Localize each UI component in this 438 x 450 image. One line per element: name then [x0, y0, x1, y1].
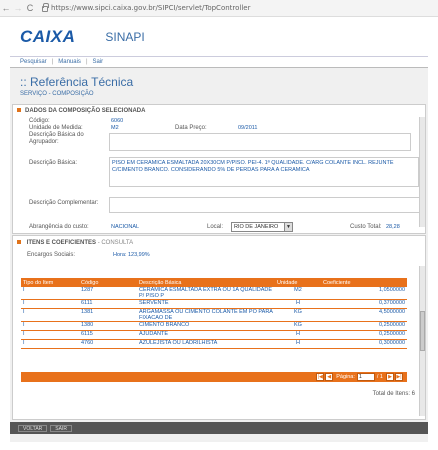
- encargos-label: Encargos Sociais:: [27, 252, 76, 258]
- first-page-icon[interactable]: |◀: [317, 374, 323, 380]
- items-section-title: [17, 240, 133, 246]
- agrupador-label: Descrição Básica do Agrupador:: [29, 132, 84, 145]
- cell-descricao[interactable]: CIMENTO BRANCO: [137, 322, 275, 331]
- items-title-text: ITENS E COEFICIENTES: [26, 240, 97, 246]
- page-title: :: Referência Técnica: [20, 75, 134, 89]
- footer-bar: [10, 422, 428, 434]
- total-items: Total de Itens: 6: [372, 391, 415, 397]
- items-scrollbar[interactable]: [419, 266, 425, 416]
- cell-descricao[interactable]: ARGAMASSA OU CIMENTO COLANTE EM PO PARA FIXACAO DE: [137, 309, 275, 322]
- cell-coeficiente: 0,2500000: [321, 322, 407, 331]
- agrupador-field: [109, 133, 411, 151]
- cell-codigo[interactable]: 4760: [79, 340, 137, 349]
- cell-codigo[interactable]: 1381: [79, 309, 137, 322]
- descricao-field: [109, 157, 425, 187]
- abrangencia-value: NACIONAL: [111, 224, 140, 230]
- table-row: [21, 331, 407, 340]
- unidade-value: M2: [111, 125, 119, 131]
- cell-coeficiente: 1,0500000: [321, 287, 407, 300]
- lock-icon: [42, 6, 48, 12]
- table-row: [21, 309, 407, 322]
- cell-coeficiente: 0,2500000: [321, 331, 407, 340]
- col-codigo[interactable]: Código: [79, 278, 137, 287]
- cell-codigo[interactable]: 1380: [79, 322, 137, 331]
- menu-sair[interactable]: Sair: [92, 59, 104, 65]
- codigo-label: Código:: [29, 118, 50, 124]
- descricao-value: PISO EM CERAMICA ESMALTADA 20X30CM P/PISO. PEI-4. 1ª QUALIDADE. C/ARG COLANTE INCL. REJUNTE C/CIMENTO BRANCO. CONSIDERANDO 5% DE PERDAS PARA A CERAMICA: [112, 160, 394, 173]
- app: [10, 17, 428, 442]
- cell-coeficiente: 0,3700000: [321, 300, 407, 309]
- items-title-suffix: - CONSULTA: [97, 240, 134, 246]
- pager-label: Página:: [336, 374, 355, 380]
- menu-manuais[interactable]: Manuais: [58, 59, 81, 65]
- system-name: SINAPI: [105, 29, 145, 44]
- cell-tipo: I: [21, 287, 79, 300]
- composition-section-title: DADOS DA COMPOSIÇÃO SELECIONADA: [17, 108, 145, 114]
- descricao-label: Descrição Básica:: [29, 160, 78, 166]
- cell-codigo[interactable]: 6115: [79, 331, 137, 340]
- url-text: https://www.sipci.caixa.gov.br/SIPCI/servlet/TopController: [51, 4, 251, 12]
- cell-descricao[interactable]: CERAMICA ESMALTADA EXTRA OU 1A QUALIDADE P/ PISO P: [137, 287, 275, 300]
- cell-tipo: I: [21, 322, 79, 331]
- codigo-value: 6060: [111, 118, 124, 124]
- abrangencia-label: Abrangência do custo:: [29, 224, 89, 230]
- items-table: [21, 278, 407, 349]
- header: [10, 17, 428, 57]
- cell-unidade: M2: [275, 287, 321, 300]
- voltar-button[interactable]: VOLTAR: [18, 425, 47, 432]
- cell-unidade: KG: [275, 309, 321, 322]
- address-bar[interactable]: [42, 2, 251, 15]
- complementar-field: [109, 197, 425, 213]
- table-row: [21, 300, 407, 309]
- table-row: [21, 322, 407, 331]
- pager-total: / 1: [376, 374, 383, 380]
- custo-label: Custo Total:: [350, 224, 382, 230]
- cell-coeficiente: 0,3000000: [321, 340, 407, 349]
- col-coeficiente[interactable]: Coeficiente: [321, 278, 407, 287]
- custo-value: 28,28: [386, 224, 400, 230]
- cell-unidade: H: [275, 340, 321, 349]
- cell-codigo[interactable]: 1287: [79, 287, 137, 300]
- data-value: 09/2011: [238, 125, 258, 131]
- cell-tipo: I: [21, 300, 79, 309]
- browser-bar: [0, 0, 438, 17]
- last-page-icon[interactable]: ▶|: [396, 374, 402, 380]
- reload-button[interactable]: C: [26, 2, 34, 13]
- cell-coeficiente: 4,5000000: [321, 309, 407, 322]
- local-label: Local:: [207, 224, 224, 230]
- cell-tipo: I: [21, 340, 79, 349]
- menu-pesquisar[interactable]: Pesquisar: [20, 59, 47, 65]
- complementar-label: Descrição Complementar:: [29, 200, 99, 206]
- local-select[interactable]: [231, 222, 293, 232]
- prev-page-icon[interactable]: ◀: [325, 373, 333, 381]
- data-label: Data Preço:: [175, 125, 207, 131]
- cell-unidade: H: [275, 300, 321, 309]
- chevron-down-icon[interactable]: ▼: [284, 223, 292, 231]
- forward-button[interactable]: →: [13, 2, 23, 13]
- cell-descricao[interactable]: AZULEJISTA OU LADRILHISTA: [137, 340, 275, 349]
- cell-codigo[interactable]: 6111: [79, 300, 137, 309]
- next-page-icon[interactable]: ▶: [386, 373, 394, 381]
- cell-descricao[interactable]: SERVENTE: [137, 300, 275, 309]
- col-tipo[interactable]: Tipo do Item: [21, 278, 79, 287]
- back-button[interactable]: ←: [1, 2, 11, 13]
- local-value: RIO DE JANEIRO: [234, 224, 279, 230]
- cell-tipo: I: [21, 331, 79, 340]
- cell-tipo: I: [21, 309, 79, 322]
- col-descricao[interactable]: Descrição Básica: [137, 278, 275, 287]
- composition-panel: [12, 104, 426, 234]
- top-menu: Pesquisar | Manuais | Sair: [10, 57, 428, 68]
- page-input[interactable]: 1: [357, 373, 375, 381]
- items-panel: [12, 235, 426, 420]
- cell-unidade: H: [275, 331, 321, 340]
- pager: [21, 372, 407, 382]
- composition-scrollbar[interactable]: [419, 117, 425, 227]
- unidade-label: Unidade de Medida:: [29, 125, 83, 131]
- scroll-thumb[interactable]: [420, 311, 425, 351]
- table-row: [21, 340, 407, 349]
- page-subtitle: SERVIÇO - COMPOSIÇÃO: [20, 91, 94, 97]
- col-unidade[interactable]: Unidade: [275, 278, 321, 287]
- sair-button[interactable]: SAIR: [50, 425, 72, 432]
- table-row: [21, 287, 407, 300]
- cell-descricao[interactable]: AJUDANTE: [137, 331, 275, 340]
- title-bar: [10, 68, 428, 104]
- table-header: [21, 278, 407, 287]
- cell-unidade: KG: [275, 322, 321, 331]
- caixa-logo: CAIXA: [20, 26, 76, 46]
- encargos-value: Hora: 123,99%: [113, 252, 150, 258]
